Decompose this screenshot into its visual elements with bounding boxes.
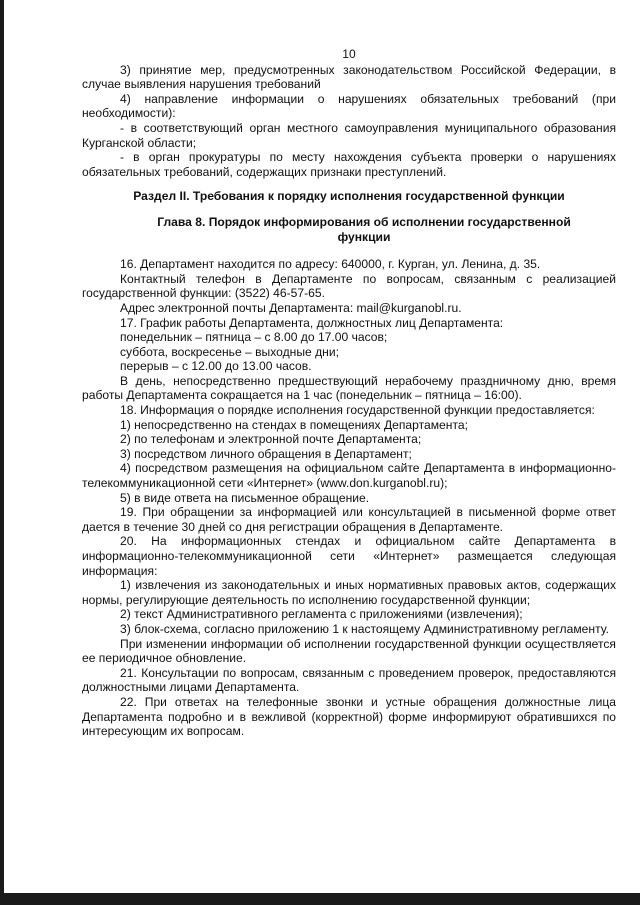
paragraph: 22. При ответах на телефонные звонки и устные обращения должностные лица Департамента подробно и в вежливой (корректной) форме информируют обратившихся по интересующим их вопросам. [82, 694, 616, 739]
paragraph: 16. Департамент находится по адресу: 640000, г. Курган, ул. Ленина, д. 35. [120, 257, 541, 272]
list-item: 3) посредством личного обращения в Департамент; [120, 446, 412, 461]
list-item: 2) текст Административного регламента с приложениями (извлечения); [120, 607, 523, 622]
paragraph: 3) принятие мер, предусмотренных законодательством Российской Федерации, в случае выявления нарушения требований [82, 62, 616, 92]
scan-bottom-edge [0, 893, 640, 905]
document-page [82, 47, 616, 739]
section-heading: Раздел II. Требования к порядку исполнения государственной функции [133, 189, 565, 204]
paragraph: - в орган прокуратуры по месту нахождения субъекта проверки о нарушениях обязательных требований, содержащих признаки преступлений. [82, 150, 616, 179]
page-number: 10 [342, 47, 356, 61]
scan-left-edge [0, 0, 4, 905]
paragraph: - в соответствующий орган местного самоуправления муниципального образования Курганской области; [82, 120, 616, 150]
paragraph: суббота, воскресенье – выходные дни; [120, 344, 339, 359]
paragraph: перерыв – с 12.00 до 13.00 часов. [120, 359, 312, 374]
paragraph: В день, непосредственно предшествующий нерабочему праздничному дню, время работы Департамента сокращается на 1 час (понедельник – пятница – 16:00). [82, 373, 616, 403]
list-item: 3) блок-схема, согласно приложению 1 к настоящему Административному регламенту. [120, 621, 609, 636]
paragraph: Адрес электронной почты Департамента: mail@kurganobl.ru. [120, 300, 462, 315]
paragraph: 4) направление информации о нарушениях обязательных требований (при необходимости): [82, 91, 616, 121]
paragraph: 19. При обращении за информацией или консультацией в письменной форме ответ дается в течение 30 дней со дня регистрации обращения в Департаменте. [82, 505, 616, 534]
paragraph: 17. График работы Департамента, должностных лиц Департамента: [120, 315, 504, 330]
paragraph: При изменении информации об исполнении государственной функции осуществляется ее периодичное обновление. [82, 636, 616, 666]
paragraph: Контактный телефон в Департаменте по вопросам, связанным с реализацией государственной функции: (3522) 46-57-65. [82, 271, 616, 301]
list-item: 2) по телефонам и электронной почте Департамента; [120, 432, 422, 447]
list-item: 1) непосредственно на стендах в помещениях Департамента; [120, 417, 468, 432]
chapter-heading: Глава 8. Порядок информирования об исполнении государственной функции [157, 214, 571, 244]
paragraph: понедельник – пятница – с 8.00 до 17.00 часов; [120, 330, 388, 345]
paragraph: 20. На информационных стендах и официальном сайте Департамента в информационно-телекоммуникационной сети «Интернет» размещается следующая информация: [82, 534, 616, 578]
paragraph: 18. Информация о порядке исполнения государственной функции предоставляется: [120, 403, 595, 418]
list-item: 5) в виде ответа на письменное обращение. [120, 490, 370, 505]
list-item: 1) извлечения из законодательных и иных нормативных правовых актов, содержащих нормы, регулирующие деятельность по исполнению государственной функции; [82, 578, 616, 607]
list-item: 4) посредством размещения на официальном сайте Департамента в информационно-телекоммуникационной сети «Интернет» (www.don.kurganobl.ru); [82, 461, 616, 491]
paragraph: 21. Консультации по вопросам, связанным с проведением проверок, предоставляются должностными лицами Департамента. [82, 665, 616, 695]
